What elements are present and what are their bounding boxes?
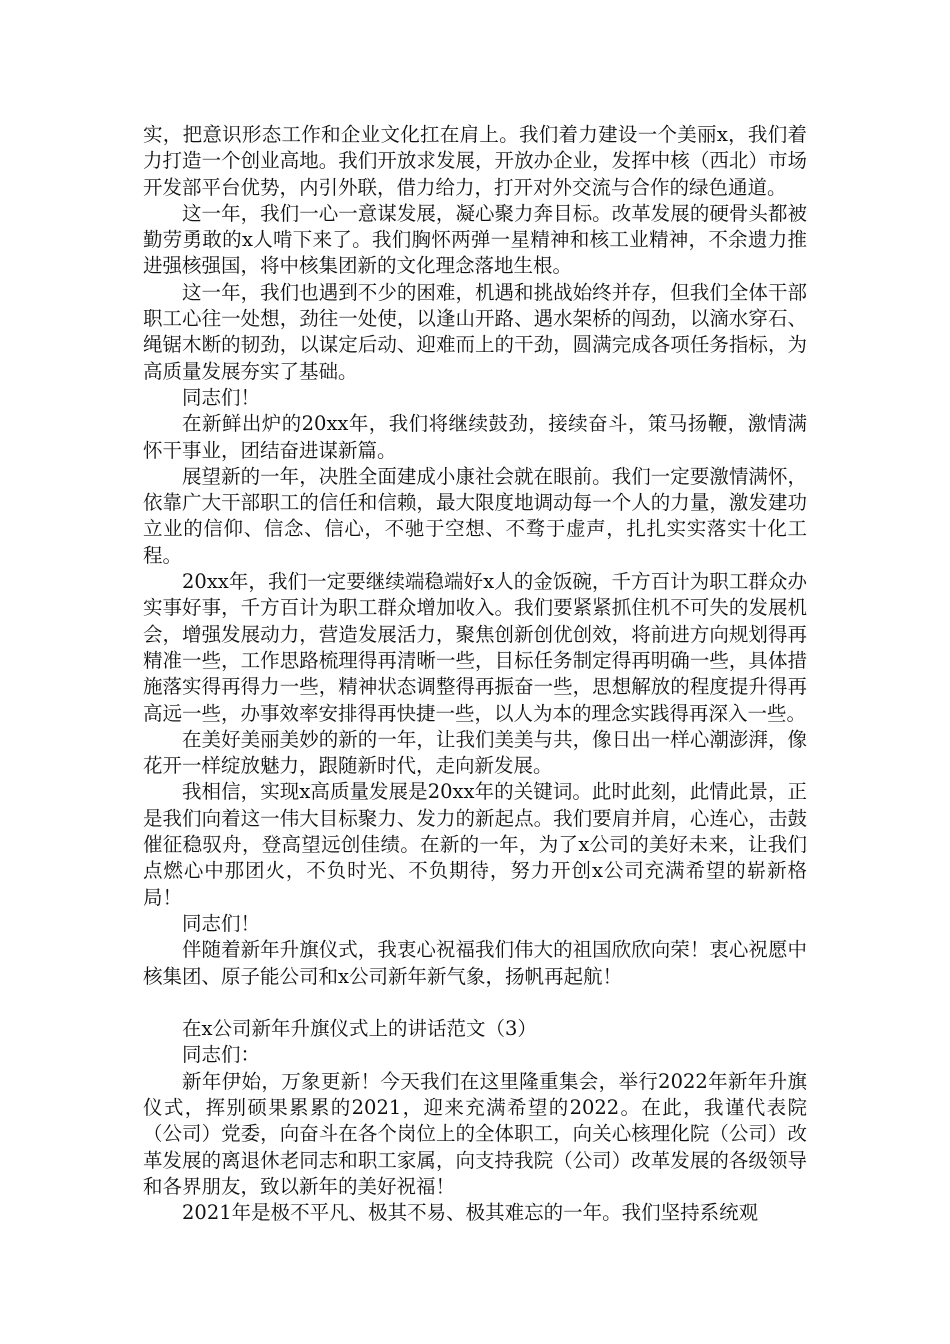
paragraph: 伴随着新年升旗仪式，我衷心祝福我们伟大的祖国欣欣向荣！衷心祝愿中核集团、原子能公司和x公司新年新气象，扬帆再起航！: [143, 938, 807, 988]
paragraph: 这一年，我们一心一意谋发展，凝心聚力奔目标。改革发展的硬骨头都被勤劳勇敢的x人啃下来了。我们胸怀两弹一星精神和核工业精神，不余遗力推进强核强国，将中核集团新的文化理念落地生根。: [143, 201, 807, 278]
document-body: [143, 122, 807, 1226]
paragraph: 在新鲜出炉的20xx年，我们将继续鼓劲，接续奋斗，策马扬鞭，激情满怀干事业，团结奋进谋新篇。: [143, 412, 807, 462]
paragraph: 我相信，实现x高质量发展是20xx年的关键词。此时此刻，此情此景，正是我们向着这一伟大目标聚力、发力的新起点。我们要肩并肩，心连心，击鼓催征稳驭舟，登高望远创佳绩。在新的一年，为了x公司的美好未来，让我们点燃心中那团火，不负时光、不负期待，努力开创x公司充满希望的崭新格局！: [143, 780, 807, 909]
blank-line: [143, 990, 807, 1016]
salutation: 同志们！: [182, 911, 261, 935]
salutation: 同志们！: [182, 385, 261, 409]
section-title: 在x公司新年升旗仪式上的讲话范文（3）: [182, 1017, 537, 1041]
paragraph: 展望新的一年，决胜全面建成小康社会就在眼前。我们一定要激情满怀，依靠广大干部职工的信任和信赖，最大限度地调动每一个人的力量，激发建功立业的信仰、信念、信心，不驰于空想、不骛于虚声，扎扎实实落实十化工程。: [143, 464, 807, 567]
paragraph: 20xx年，我们一定要继续端稳端好x人的金饭碗，千方百计为职工群众办实事好事，千方百计为职工群众增加收入。我们要紧紧抓住机不可失的发展机会，增强发展动力，营造发展活力，聚焦创新创优创效，将前进方向规划得再精准一些，工作思路梳理得再清晰一些，目标任务制定得再明确一些，具体措施落实得再得力一些，精神状态调整得再振奋一些，思想解放的程度提升得再高远一些，办事效率安排得再快捷一些，以人为本的理念实践得再深入一些。: [143, 570, 807, 725]
paragraph: 2021年是极不平凡、极其不易、极其难忘的一年。我们坚持系统观: [182, 1201, 759, 1225]
salutation: 同志们：: [182, 1043, 261, 1067]
paragraph: 在美好美丽美妙的新的一年，让我们美美与共，像日出一样心潮澎湃，像花开一样绽放魅力，跟随新时代，走向新发展。: [143, 727, 807, 778]
paragraph: 新年伊始，万象更新！今天我们在这里隆重集会，举行2022年新年升旗仪式，挥别硕果累累的2021，迎来充满希望的2022。在此，我谨代表院（公司）党委，向奋斗在各个岗位上的全体职工，向关心核理化院（公司）改革发展的离退休老同志和职工家属，向支持我院（公司）改革发展的各级领导和各界朋友，致以新年的美好祝福！: [143, 1069, 807, 1198]
paragraph: 实，把意识形态工作和企业文化扛在肩上。我们着力建设一个美丽x，我们着力打造一个创业高地。我们开放求发展，开放办企业，发挥中核（西北）市场开发部平台优势，内引外联，借力给力，打开对外交流与合作的绿色通道。: [143, 123, 807, 199]
paragraph: 这一年，我们也遇到不少的困难，机遇和挑战始终并存，但我们全体干部职工心往一处想，劲往一处使，以逢山开路、遇水架桥的闯劲，以滴水穿石、绳锯木断的韧劲，以谋定后动、迎难而上的干劲，圆满完成各项任务指标，为高质量发展夯实了基础。: [143, 280, 807, 383]
